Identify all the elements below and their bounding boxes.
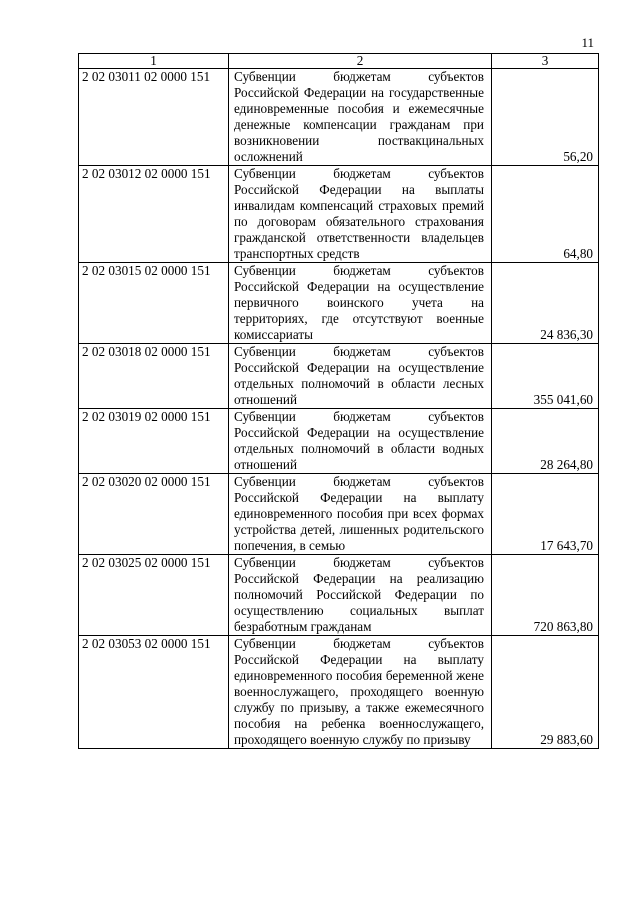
amount-cell: 56,20	[492, 69, 599, 166]
amount-cell: 28 264,80	[492, 409, 599, 474]
description-cell: Субвенции бюджетам субъектов Российской Федерации на выплаты инвалидам компенсаций страховых премий по договорам обязательного страхования гражданской ответственности владельцев транспортных средств	[229, 166, 492, 263]
table-row	[79, 636, 599, 749]
amount-cell: 720 863,80	[492, 555, 599, 636]
table-header-row	[79, 54, 599, 69]
budget-code-cell: 2 02 03020 02 0000 151	[79, 474, 229, 555]
budget-code-cell: 2 02 03018 02 0000 151	[79, 344, 229, 409]
amount-cell: 24 836,30	[492, 263, 599, 344]
description-cell: Субвенции бюджетам субъектов Российской Федерации на осуществление отдельных полномочий в области водных отношений	[229, 409, 492, 474]
description-cell: Субвенции бюджетам субъектов Российской Федерации на осуществление первичного воинского учета на территориях, где отсутствуют военные комиссариаты	[229, 263, 492, 344]
budget-code-cell: 2 02 03053 02 0000 151	[79, 636, 229, 749]
description-cell: Субвенции бюджетам субъектов Российской Федерации на выплату единовременного пособия при всех формах устройства детей, лишенных родительского попечения, в семью	[229, 474, 492, 555]
budget-code-cell: 2 02 03019 02 0000 151	[79, 409, 229, 474]
table-row	[79, 344, 599, 409]
budget-code-cell: 2 02 03015 02 0000 151	[79, 263, 229, 344]
column-header-3: 3	[492, 54, 599, 69]
amount-cell: 355 041,60	[492, 344, 599, 409]
description-cell: Субвенции бюджетам субъектов Российской Федерации на реализацию полномочий Российской Федерации по осуществлению социальных выплат безработным гражданам	[229, 555, 492, 636]
column-header-1: 1	[79, 54, 229, 69]
description-cell: Субвенции бюджетам субъектов Российской Федерации на государственные единовременные пособия и ежемесячные денежные компенсации гражданам при возникновении поствакцинальных осложнений	[229, 69, 492, 166]
amount-cell: 64,80	[492, 166, 599, 263]
table-row	[79, 409, 599, 474]
table-row	[79, 263, 599, 344]
column-header-2: 2	[229, 54, 492, 69]
budget-table	[78, 53, 599, 749]
page-number: 11	[581, 35, 594, 50]
table-row	[79, 69, 599, 166]
description-cell: Субвенции бюджетам субъектов Российской Федерации на осуществление отдельных полномочий в области лесных отношений	[229, 344, 492, 409]
amount-cell: 17 643,70	[492, 474, 599, 555]
table-row	[79, 474, 599, 555]
table-row	[79, 555, 599, 636]
budget-code-cell: 2 02 03012 02 0000 151	[79, 166, 229, 263]
table-row	[79, 166, 599, 263]
budget-code-cell: 2 02 03025 02 0000 151	[79, 555, 229, 636]
amount-cell: 29 883,60	[492, 636, 599, 749]
description-cell: Субвенции бюджетам субъектов Российской Федерации на выплату единовременного пособия беременной жене военнослужащего, проходящего военную службу по призыву, а также ежемесячного пособия на ребенка военнослужащего, проходящего военную службу по призыву	[229, 636, 492, 749]
budget-code-cell: 2 02 03011 02 0000 151	[79, 69, 229, 166]
